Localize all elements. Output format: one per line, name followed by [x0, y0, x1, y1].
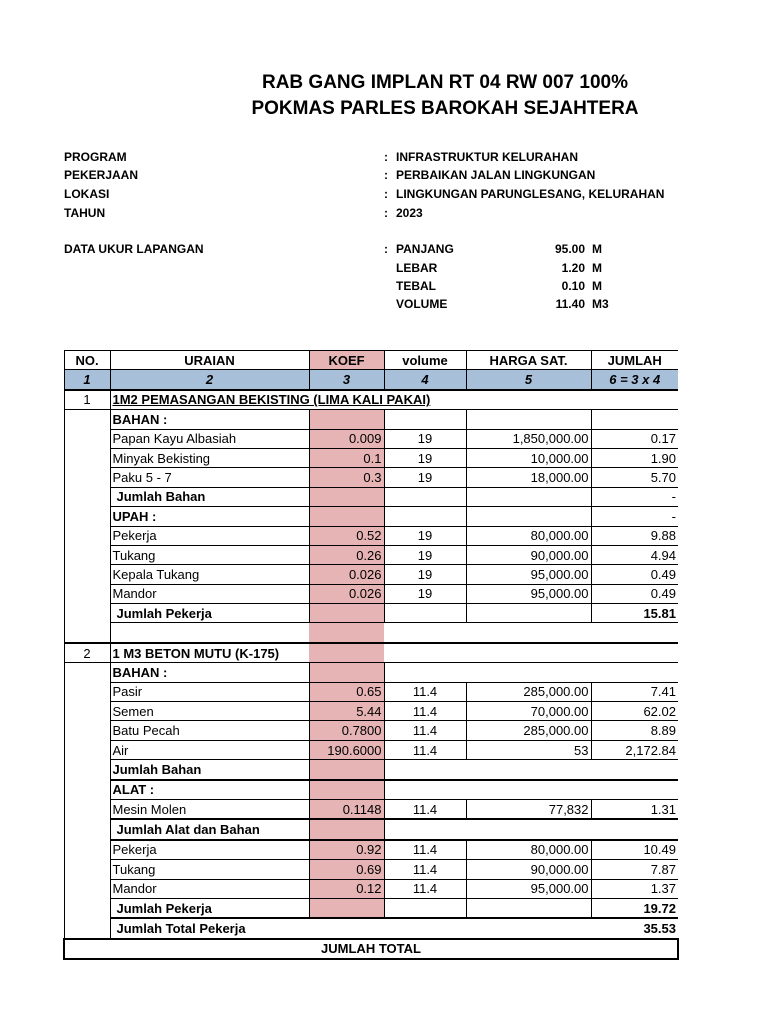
item-jumlah: 7.41: [591, 682, 678, 701]
item-harga: 95,000.00: [466, 879, 591, 898]
item-harga: 285,000.00: [466, 682, 591, 701]
item-volume: 11.4: [384, 721, 466, 740]
subtotal-row: [64, 604, 678, 623]
item-volume: 11.4: [384, 840, 466, 860]
header-volume: volume: [384, 351, 466, 370]
item-jumlah: 0.49: [591, 584, 678, 603]
item-jumlah: 1.31: [591, 799, 678, 819]
table-row: [64, 663, 678, 682]
document-title-line2: POKMAS PARLES BAROKAH SEJAHTERA: [251, 98, 639, 119]
section-number: 1: [64, 390, 110, 410]
subtotal-row: [64, 760, 678, 780]
measure-label: DATA UKUR LAPANGAN: [64, 242, 204, 256]
item-jumlah: 9.88: [591, 526, 678, 545]
table-row: [64, 545, 678, 564]
item-name: Minyak Bekisting: [110, 448, 309, 467]
item-koef: 0.52: [309, 526, 384, 545]
jumlah-total-pekerja-label: Jumlah Total Pekerja: [110, 918, 591, 938]
jumlah-total-pekerja-value: 35.53: [591, 918, 678, 938]
item-volume: 19: [384, 468, 466, 487]
alat-label: ALAT :: [110, 780, 309, 800]
item-harga: 80,000.00: [466, 526, 591, 545]
bahan-label: BAHAN :: [110, 663, 309, 682]
colnum-5: 5: [466, 370, 591, 390]
item-jumlah: 1.37: [591, 879, 678, 898]
item-koef: 0.26: [309, 545, 384, 564]
item-harga: 53: [466, 740, 591, 759]
item-koef: 0.69: [309, 860, 384, 879]
table-row: [64, 780, 678, 800]
item-name: Mesin Molen: [110, 799, 309, 819]
upah-label: UPAH :: [110, 507, 309, 526]
rab-table: [63, 350, 679, 960]
table-row: [64, 682, 678, 701]
item-harga: 1,850,000.00: [466, 429, 591, 448]
item-harga: 80,000.00: [466, 840, 591, 860]
info-label-program: PROGRAM: [64, 150, 127, 164]
item-name: Pekerja: [110, 526, 309, 545]
item-volume: 19: [384, 526, 466, 545]
item-jumlah: 0.17: [591, 429, 678, 448]
grand-total-label: JUMLAH TOTAL: [64, 939, 678, 959]
measure-name: VOLUME: [396, 297, 448, 311]
section-title: 1 M3 BETON MUTU (K-175): [110, 643, 309, 663]
item-volume: 19: [384, 448, 466, 467]
item-jumlah: 10.49: [591, 840, 678, 860]
table-row: [64, 565, 678, 584]
item-name: Mandor: [110, 584, 309, 603]
jumlah-pekerja-value: 19.72: [591, 898, 678, 918]
item-harga: 18,000.00: [466, 468, 591, 487]
info-colon: :: [384, 206, 388, 220]
item-koef: 0.1: [309, 448, 384, 467]
item-jumlah: 2,172.84: [591, 740, 678, 759]
item-koef: 0.1148: [309, 799, 384, 819]
item-koef: 5.44: [309, 702, 384, 721]
item-koef: 0.65: [309, 682, 384, 701]
section-number: 2: [64, 643, 110, 663]
item-jumlah: 7.87: [591, 860, 678, 879]
table-row: [64, 879, 678, 898]
item-jumlah: 0.49: [591, 565, 678, 584]
section-title: 1M2 PEMASANGAN BEKISTING (LIMA KALI PAKAI): [110, 390, 678, 410]
info-value-pekerjaan: PERBAIKAN JALAN LINGKUNGAN: [396, 168, 596, 182]
item-harga: 95,000.00: [466, 584, 591, 603]
measure-name: PANJANG: [396, 242, 454, 256]
jumlah-pekerja-label: Jumlah Pekerja: [110, 604, 309, 623]
colnum-3: 3: [309, 370, 384, 390]
table-row: [64, 702, 678, 721]
table-row: [64, 721, 678, 740]
table-row: [64, 740, 678, 759]
info-label-tahun: TAHUN: [64, 206, 106, 220]
colnum-1: 1: [64, 370, 110, 390]
item-koef: 0.12: [309, 879, 384, 898]
measure-unit: M: [592, 279, 602, 293]
info-colon: :: [384, 187, 388, 201]
bahan-label: BAHAN :: [110, 410, 309, 429]
item-harga: 10,000.00: [466, 448, 591, 467]
measure-value: 95.00: [554, 242, 585, 256]
item-jumlah: 8.89: [591, 721, 678, 740]
spacer-row: [64, 623, 678, 643]
info-colon: :: [384, 168, 388, 182]
table-row: [64, 584, 678, 603]
item-harga: 95,000.00: [466, 565, 591, 584]
header-uraian: URAIAN: [110, 351, 309, 370]
total-row: [64, 918, 678, 938]
item-volume: 11.4: [384, 879, 466, 898]
table-row: [64, 410, 678, 429]
header-jumlah: JUMLAH: [591, 351, 678, 370]
table-row: [64, 799, 678, 819]
item-name: Pekerja: [110, 840, 309, 860]
item-harga: 285,000.00: [466, 721, 591, 740]
document-title-line1: RAB GANG IMPLAN RT 04 RW 007 100%: [261, 72, 628, 93]
info-value-tahun: 2023: [396, 206, 423, 220]
header-harga: HARGA SAT.: [466, 351, 591, 370]
item-jumlah: 62.02: [591, 702, 678, 721]
item-koef: 0.92: [309, 840, 384, 860]
item-name: Kepala Tukang: [110, 565, 309, 584]
jumlah-bahan-value: -: [591, 487, 678, 506]
jumlah-pekerja-label: Jumlah Pekerja: [110, 898, 309, 918]
item-jumlah: 1.90: [591, 448, 678, 467]
table-row: [64, 448, 678, 467]
item-koef: 0.026: [309, 565, 384, 584]
item-harga: 90,000.00: [466, 860, 591, 879]
item-volume: 11.4: [384, 799, 466, 819]
item-harga: 90,000.00: [466, 545, 591, 564]
item-volume: 19: [384, 565, 466, 584]
item-koef: 0.3: [309, 468, 384, 487]
measure-value: 1.20: [561, 261, 585, 275]
header-koef: KOEF: [309, 351, 384, 370]
item-volume: 11.4: [384, 860, 466, 879]
item-volume: 19: [384, 584, 466, 603]
item-name: Air: [110, 740, 309, 759]
info-value-lokasi: LINGKUNGAN PARUNGLESANG, KELURAHAN: [396, 187, 665, 201]
grand-total-row: [64, 939, 678, 959]
column-number-row: [64, 370, 678, 390]
item-volume: 19: [384, 429, 466, 448]
upah-value: -: [591, 507, 678, 526]
item-jumlah: 4.94: [591, 545, 678, 564]
info-value-program: INFRASTRUKTUR KELURAHAN: [396, 150, 578, 164]
info-label-pekerjaan: PEKERJAAN: [64, 168, 139, 182]
table-header-row: [64, 351, 678, 370]
item-harga: 77,832: [466, 799, 591, 819]
info-label-lokasi: LOKASI: [64, 187, 110, 201]
subtotal-row: [64, 487, 678, 506]
measure-unit: M: [592, 242, 602, 256]
subtotal-row: [64, 898, 678, 918]
item-volume: 11.4: [384, 740, 466, 759]
jumlah-alat-label: Jumlah Alat dan Bahan: [110, 819, 309, 839]
colnum-4: 4: [384, 370, 466, 390]
info-colon: :: [384, 242, 388, 256]
item-volume: 19: [384, 545, 466, 564]
colnum-2: 2: [110, 370, 309, 390]
item-name: Paku 5 - 7: [110, 468, 309, 487]
item-koef: 190.6000: [309, 740, 384, 759]
jumlah-bahan-label: Jumlah Bahan: [110, 487, 309, 506]
measure-unit: M: [592, 261, 602, 275]
section-header-row: [64, 643, 678, 663]
item-name: Tukang: [110, 860, 309, 879]
measure-value: 0.10: [561, 279, 585, 293]
measure-name: TEBAL: [396, 279, 436, 293]
table-row: [64, 429, 678, 448]
table-row: [64, 507, 678, 526]
info-colon: :: [384, 150, 388, 164]
item-name: Mandor: [110, 879, 309, 898]
measure-value: 11.40: [555, 297, 585, 311]
item-harga: 70,000.00: [466, 702, 591, 721]
jumlah-pekerja-value: 15.81: [591, 604, 678, 623]
table-row: [64, 468, 678, 487]
measure-unit: M3: [592, 297, 609, 311]
item-name: Semen: [110, 702, 309, 721]
item-name: Tukang: [110, 545, 309, 564]
jumlah-bahan-label: Jumlah Bahan: [110, 760, 309, 780]
table-row: [64, 526, 678, 545]
header-no: NO.: [64, 351, 110, 370]
measure-name: LEBAR: [396, 261, 438, 275]
item-volume: 11.4: [384, 702, 466, 721]
item-volume: 11.4: [384, 682, 466, 701]
section-header-row: [64, 390, 678, 410]
table-row: [64, 860, 678, 879]
item-koef: 0.7800: [309, 721, 384, 740]
item-jumlah: 5.70: [591, 468, 678, 487]
item-name: Pasir: [110, 682, 309, 701]
item-name: Papan Kayu Albasiah: [110, 429, 309, 448]
item-koef: 0.009: [309, 429, 384, 448]
item-koef: 0.026: [309, 584, 384, 603]
table-row: [64, 840, 678, 860]
subtotal-row: [64, 819, 678, 839]
item-name: Batu Pecah: [110, 721, 309, 740]
colnum-6: 6 = 3 x 4: [591, 370, 678, 390]
